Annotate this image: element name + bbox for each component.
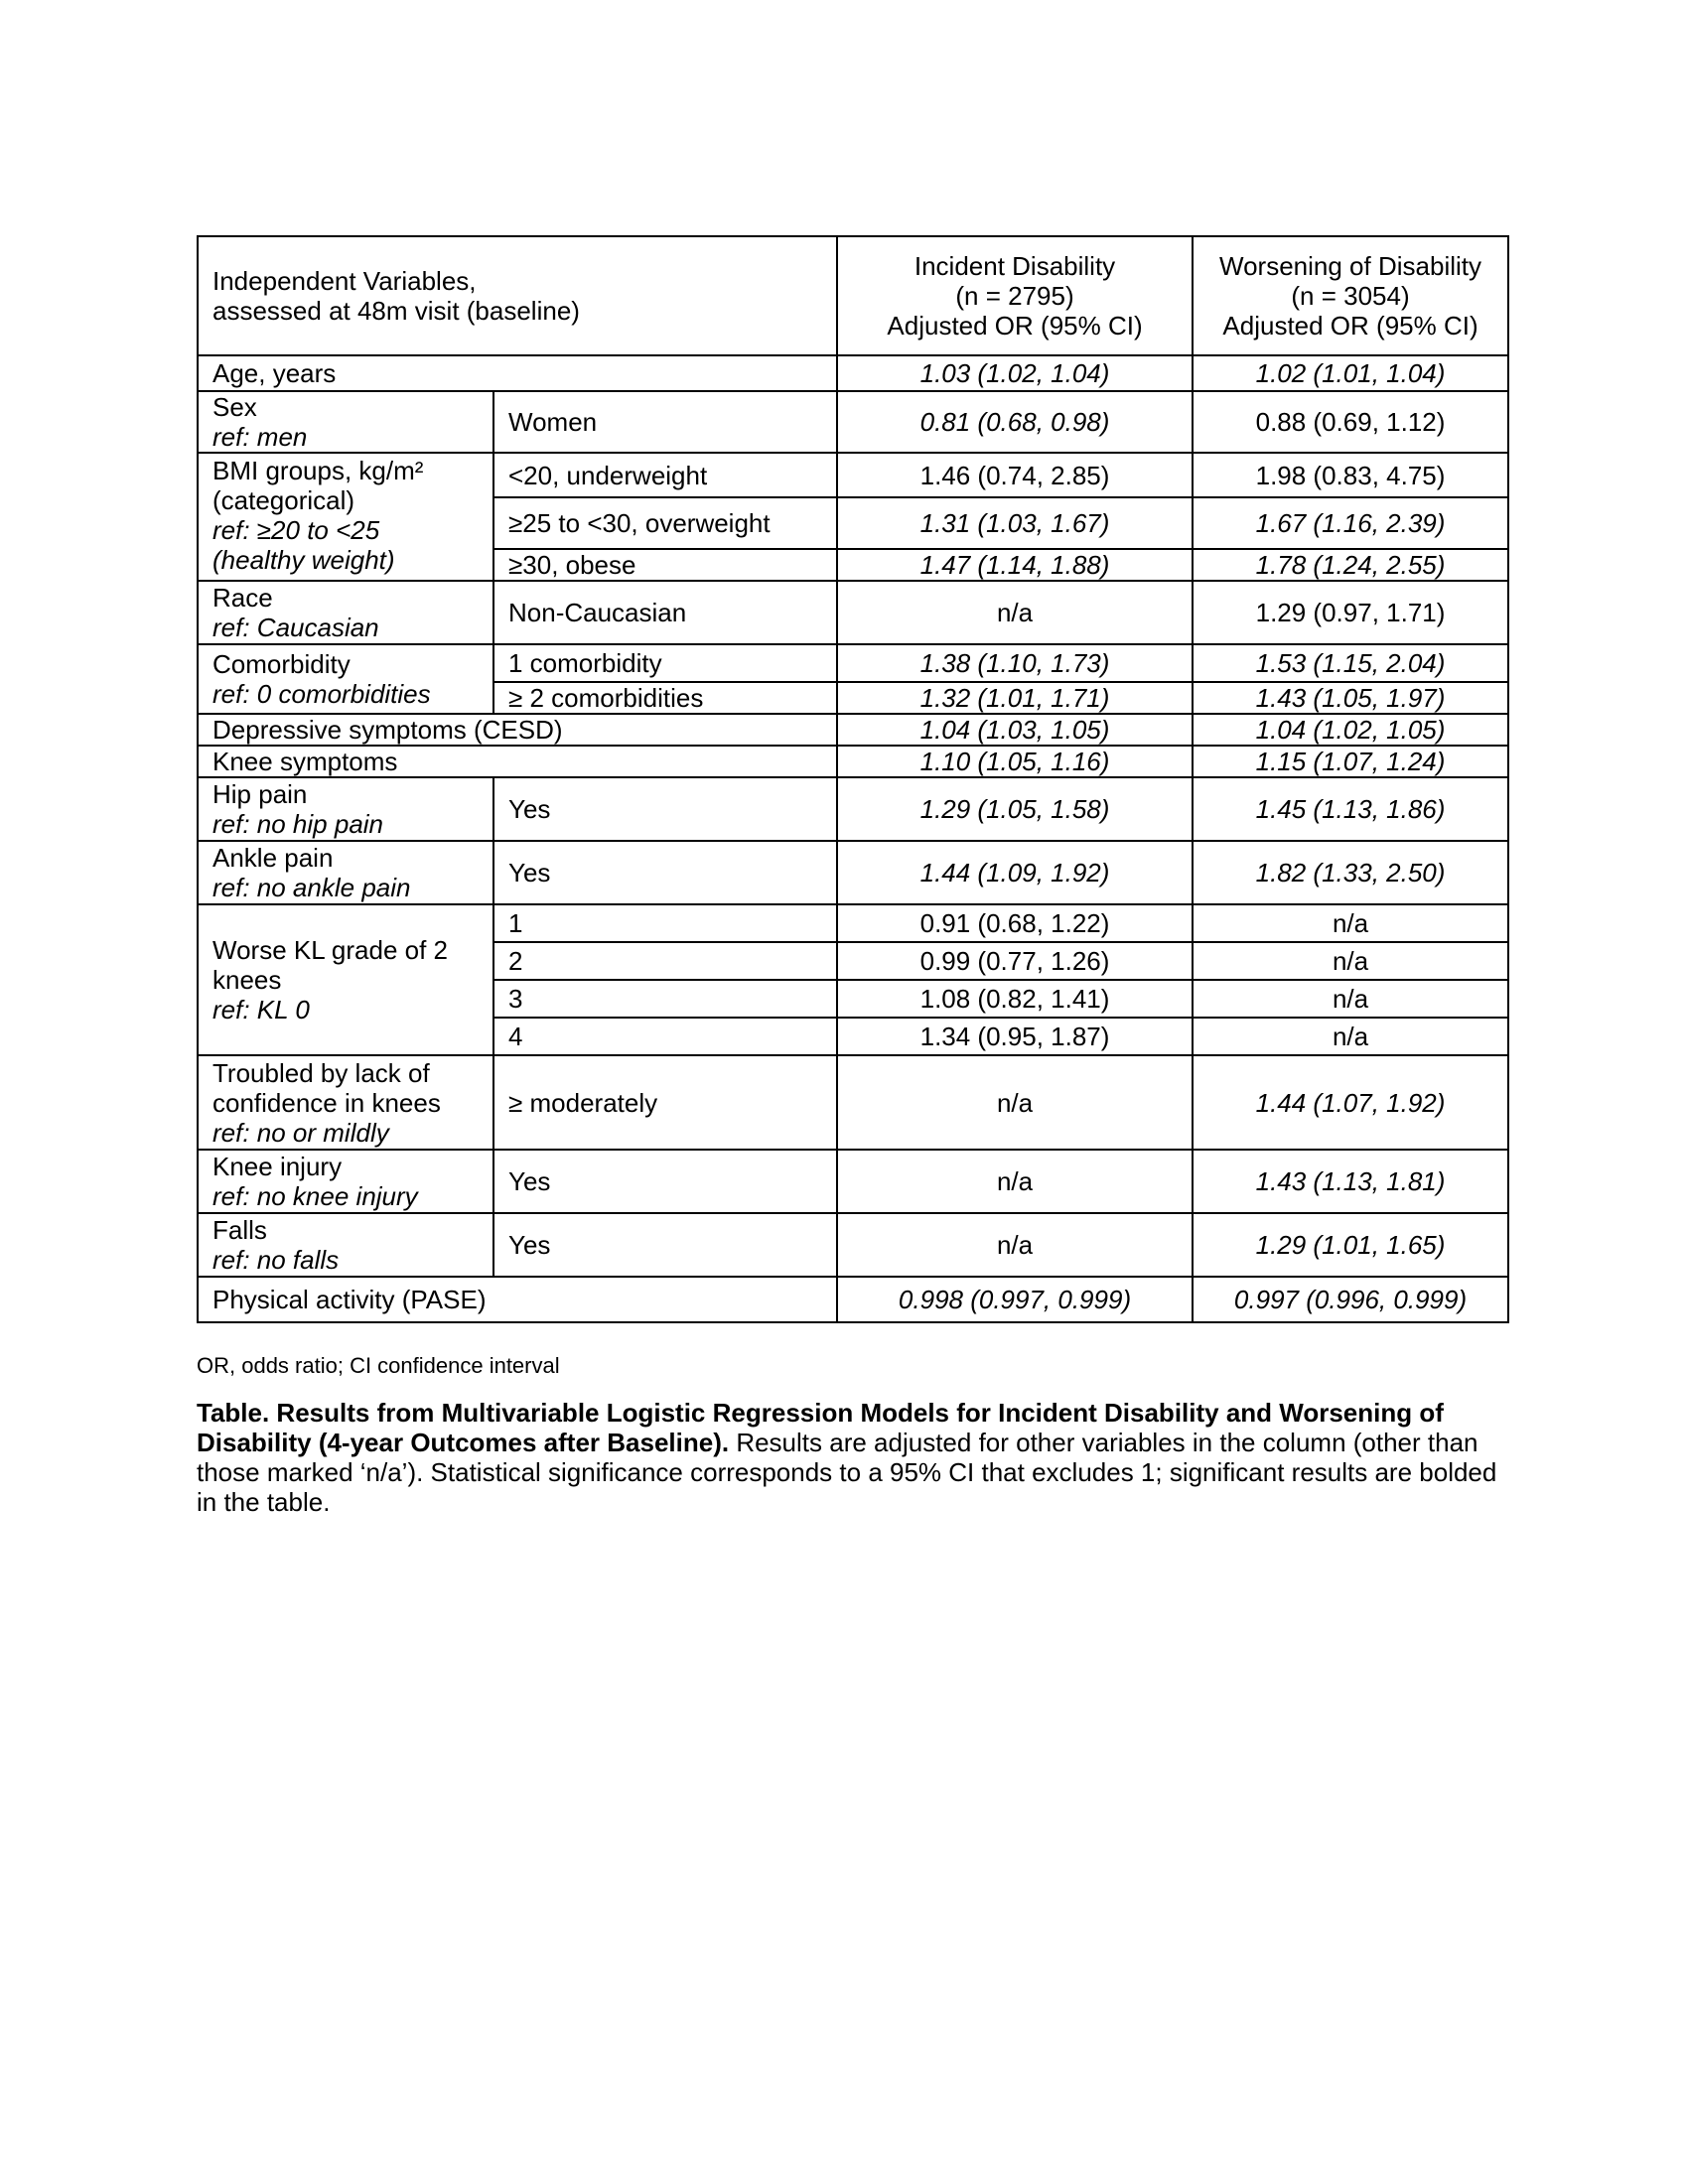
- incident-value: 1.46 (0.74, 2.85): [837, 453, 1193, 497]
- worsening-value: n/a: [1193, 904, 1508, 942]
- row-label: Sex ref: men: [198, 391, 493, 453]
- row-level: 1 comorbidity: [493, 644, 837, 682]
- worsening-value: 0.997 (0.996, 0.999): [1193, 1277, 1508, 1322]
- incident-value: 0.91 (0.68, 1.22): [837, 904, 1193, 942]
- incident-value: 1.34 (0.95, 1.87): [837, 1018, 1193, 1055]
- row-level: 4: [493, 1018, 837, 1055]
- worsening-value: 0.88 (0.69, 1.12): [1193, 391, 1508, 453]
- row-label: Comorbidity ref: 0 comorbidities: [198, 644, 493, 714]
- incident-value: 1.32 (1.01, 1.71): [837, 682, 1193, 714]
- row-label: Knee symptoms: [198, 746, 837, 777]
- worsening-value: n/a: [1193, 942, 1508, 980]
- incident-value: n/a: [837, 1055, 1193, 1150]
- table-row-comorbidity-1: [198, 644, 1508, 682]
- incident-value: 1.08 (0.82, 1.41): [837, 980, 1193, 1018]
- row-label: Depressive symptoms (CESD): [198, 714, 837, 746]
- worsening-value: 1.44 (1.07, 1.92): [1193, 1055, 1508, 1150]
- row-label: Worse KL grade of 2 knees ref: KL 0: [198, 904, 493, 1055]
- worsening-value: n/a: [1193, 1018, 1508, 1055]
- table-footnote: OR, odds ratio; CI confidence interval: [197, 1353, 560, 1378]
- worsening-value: 1.67 (1.16, 2.39): [1193, 497, 1508, 549]
- worsening-value: 1.82 (1.33, 2.50): [1193, 841, 1508, 904]
- incident-value: 0.998 (0.997, 0.999): [837, 1277, 1193, 1322]
- row-label: Troubled by lack of confidence in knees ref: no or mildly: [198, 1055, 493, 1150]
- row-label: Race ref: Caucasian: [198, 581, 493, 644]
- worsening-value: 1.15 (1.07, 1.24): [1193, 746, 1508, 777]
- header-worsening-disability: Worsening of Disability (n = 3054) Adjusted OR (95% CI): [1193, 236, 1508, 355]
- worsening-value: 1.29 (0.97, 1.71): [1193, 581, 1508, 644]
- row-level: Yes: [493, 777, 837, 841]
- worsening-value: 1.78 (1.24, 2.55): [1193, 549, 1508, 581]
- incident-value: 1.47 (1.14, 1.88): [837, 549, 1193, 581]
- regression-results-table: [197, 235, 1509, 1323]
- row-level: ≥ moderately: [493, 1055, 837, 1150]
- row-level: ≥ 2 comorbidities: [493, 682, 837, 714]
- table-row-race: [198, 581, 1508, 644]
- incident-value: 1.03 (1.02, 1.04): [837, 355, 1193, 391]
- row-label: Falls ref: no falls: [198, 1213, 493, 1277]
- table-row-knee-confidence: [198, 1055, 1508, 1150]
- table-row-kl-1: [198, 904, 1508, 942]
- row-label: Hip pain ref: no hip pain: [198, 777, 493, 841]
- row-label: BMI groups, kg/m² (categorical) ref: ≥20 to <25 (healthy weight): [198, 453, 493, 581]
- worsening-value: 1.53 (1.15, 2.04): [1193, 644, 1508, 682]
- row-level: Non-Caucasian: [493, 581, 837, 644]
- worsening-value: 1.29 (1.01, 1.65): [1193, 1213, 1508, 1277]
- row-level: 1: [493, 904, 837, 942]
- incident-value: 0.81 (0.68, 0.98): [837, 391, 1193, 453]
- row-level: ≥30, obese: [493, 549, 837, 581]
- worsening-value: n/a: [1193, 980, 1508, 1018]
- incident-value: 1.04 (1.03, 1.05): [837, 714, 1193, 746]
- table-row-bmi-underweight: [198, 453, 1508, 497]
- worsening-value: 1.02 (1.01, 1.04): [1193, 355, 1508, 391]
- row-label: Ankle pain ref: no ankle pain: [198, 841, 493, 904]
- row-level: 3: [493, 980, 837, 1018]
- worsening-value: 1.45 (1.13, 1.86): [1193, 777, 1508, 841]
- table-row-ankle-pain: [198, 841, 1508, 904]
- header-independent-variables: Independent Variables, assessed at 48m visit (baseline): [198, 236, 837, 355]
- worsening-value: 1.43 (1.13, 1.81): [1193, 1150, 1508, 1213]
- row-level: Yes: [493, 841, 837, 904]
- worsening-value: 1.43 (1.05, 1.97): [1193, 682, 1508, 714]
- worsening-value: 1.04 (1.02, 1.05): [1193, 714, 1508, 746]
- incident-value: 1.10 (1.05, 1.16): [837, 746, 1193, 777]
- row-level: Yes: [493, 1150, 837, 1213]
- incident-value: 1.29 (1.05, 1.58): [837, 777, 1193, 841]
- row-level: 2: [493, 942, 837, 980]
- incident-value: 1.31 (1.03, 1.67): [837, 497, 1193, 549]
- table-caption: [197, 1398, 1517, 1517]
- incident-value: n/a: [837, 581, 1193, 644]
- worsening-value: 1.98 (0.83, 4.75): [1193, 453, 1508, 497]
- caption-title: Table. Results from Multivariable Logistic Regression Models for Incident Disability and Worsening of Disability (4-year Outcomes after Baseline).: [197, 1398, 1444, 1457]
- table-row-hip-pain: [198, 777, 1508, 841]
- row-level: ≥25 to <30, overweight: [493, 497, 837, 549]
- table-row-falls: [198, 1213, 1508, 1277]
- incident-value: 1.38 (1.10, 1.73): [837, 644, 1193, 682]
- row-label: Knee injury ref: no knee injury: [198, 1150, 493, 1213]
- header-incident-disability: Incident Disability (n = 2795) Adjusted OR (95% CI): [837, 236, 1193, 355]
- table-row-physical-activity: [198, 1277, 1508, 1322]
- row-level: Yes: [493, 1213, 837, 1277]
- table-row-knee-symptoms: [198, 746, 1508, 777]
- row-level: <20, underweight: [493, 453, 837, 497]
- incident-value: n/a: [837, 1213, 1193, 1277]
- row-label: Age, years: [198, 355, 837, 391]
- incident-value: 0.99 (0.77, 1.26): [837, 942, 1193, 980]
- row-level: Women: [493, 391, 837, 453]
- table-row-depressive: [198, 714, 1508, 746]
- row-label: Physical activity (PASE): [198, 1277, 837, 1322]
- incident-value: n/a: [837, 1150, 1193, 1213]
- table-header-row: [198, 236, 1508, 355]
- table-row-sex: [198, 391, 1508, 453]
- table-row-knee-injury: [198, 1150, 1508, 1213]
- incident-value: 1.44 (1.09, 1.92): [837, 841, 1193, 904]
- table-row-age: [198, 355, 1508, 391]
- caption-body: Results are adjusted for other variables in the column (other than those marked ‘n/a’). Statistical significance corresponds to a 95% CI that excludes 1; significant results are bolded in the table.: [197, 1428, 1497, 1517]
